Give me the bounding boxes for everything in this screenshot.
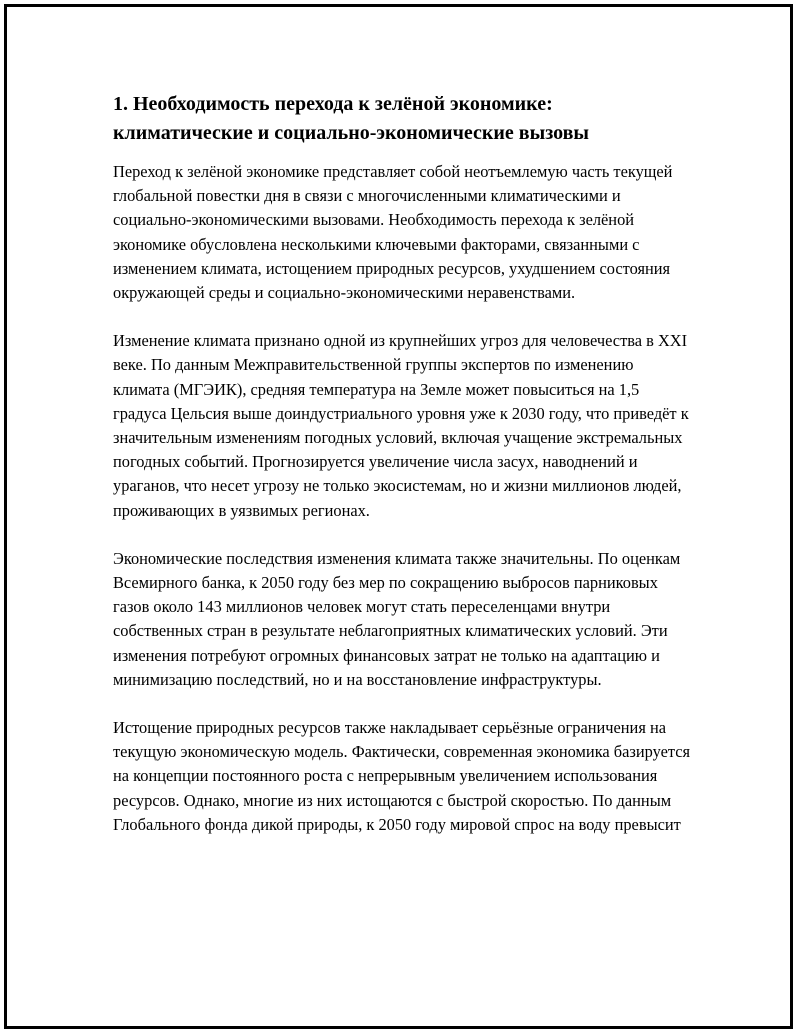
- paragraph-3: Экономические последствия изменения климата также значительны. По оценкам Всемирного банка, к 2050 году без мер по сокращению выбросов парниковых газов около 143 миллионов человек могут стать переселенцами внутри собственных стран в результате неблагоприятных климатических условий. Эти изменения потребуют огромных финансовых затрат не только на адаптацию и минимизацию последствий, но и на восстановление инфраструктуры.: [113, 548, 681, 689]
- paragraph-1: Переход к зелёной экономике представляет собой неотъемлемую часть текущей глобальной повестки дня в связи с многочисленными климатическими и социально-экономическими вызовами. Необходимость перехода к зелёной экономике обусловлена несколькими ключевыми факторами, связанными с изменением климата, истощением природных ресурсов, ухудшением состояния окружающей среды и социально-экономическими неравенствами.: [113, 162, 673, 303]
- section-title: 1. Необходимость перехода к зелёной экономике: климатические и социально-экономические вызовы: [113, 93, 590, 144]
- paragraph-4: Истощение природных ресурсов также накладывает серьёзные ограничения на текущую экономическую модель. Фактически, современная экономика базируется на концепции постоянного роста с непрерывным увеличением использования ресурсов. Однако, многие из них истощаются с быстрой скоростью. По данным Глобального фонда дикой природы, к 2050 году мировой спрос на воду превысит: [113, 718, 691, 834]
- document-body: [113, 90, 693, 861]
- paragraph-2: Изменение климата признано одной из крупнейших угроз для человечества в XXI веке. По данным Межправительственной группы экспертов по изменению климата (МГЭИК), средняя температура на Земле может повыситься на 1,5 градуса Цельсия выше доиндустриального уровня уже к 2030 году, что приведёт к значительным изменениям погодных условий, включая учащение экстремальных погодных событий. Прогнозируется увеличение числа засух, наводнений и ураганов, что несет угрозу не только экосистемам, но и жизни миллионов людей, проживающих в уязвимых регионах.: [113, 331, 689, 520]
